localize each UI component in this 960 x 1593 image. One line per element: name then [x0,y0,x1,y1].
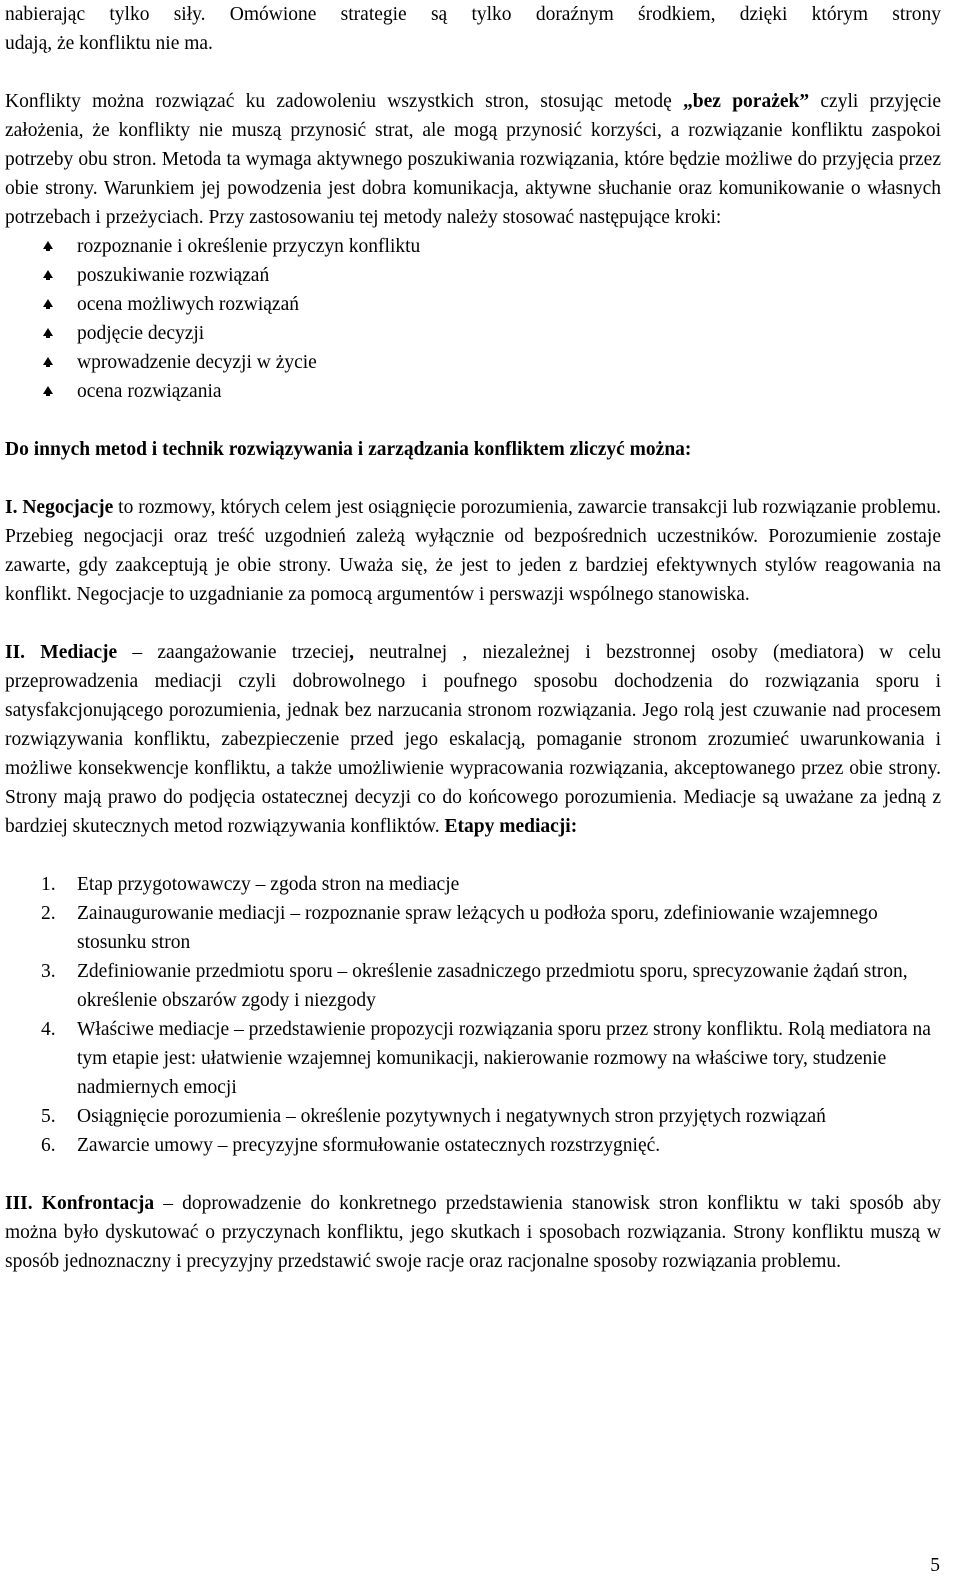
spacer [5,609,941,638]
intro-line-2: udają, że konfliktu nie ma. [5,33,213,54]
win-win-text-rest: czyli przyjęcie założenia, że konflikty nie muszą przynosić strat, ale mogą przynosić korzyści, a rozwiązanie konfliktu zaspokoi potrzeby obu stron. Metoda ta wymaga aktywnego poszukiwania rozwiązania, które będzie możliwe do przyjęcia przez obie strony. Warunkiem jej powodzenia jest dobra komunikacja, aktywne słuchanie oraz komunikowanie o własnych potrzebach i przeżyciach. Przy zastosowaniu tej metody należy stosować następujące kroki: [5,91,941,228]
win-win-text-start: Konflikty można rozwiązać ku zadowoleniu wszystkich stron, stosując metodę [5,91,684,112]
page-number: 5 [930,1555,940,1576]
negotiation-text: to rozmowy, których celem jest osiągnięcie porozumienia, zawarcie transakcji lub rozwiązanie problemu. Przebieg negocjacji oraz treść uzgodnień zależą wyłącznie od bezpośrednich uczestników. Porozumienie zostaje zawarte, gdy zaakceptują je obie strony. Uważa się, że jest to jeden z bardziej efektywnych stylów reagowania na konflikt. Negocjacje to uzgadnianie za pomocą argumentów i perswazji wspólnego stanowiska. [5,497,941,605]
bullet-icon [43,241,53,249]
mediation-label: II. Mediacje [5,642,118,663]
section-heading: Do innych metod i technik rozwiązywania i zarządzania konfliktem zliczyć można: [5,439,692,460]
list-item: rozpoznanie i określenie przyczyn konfliktu [43,232,941,261]
bullet-icon [43,328,53,336]
mediation-text-b: neutralnej , niezależnej i bezstronnej osoby (mediatora) w celu przeprowadzenia mediacji czyli dobrowolnego i poufnego sposobu dochodzenia do rozwiązania sporu i satysfakcjonującego porozumienia, jednak bez narzucania stronom rozwiązania. Jego rolą jest czuwanie nad procesem rozwiązywania konfliktu, zabezpieczenie przed jego eskalacją, pomaganie stronom zrozumieć uwarunkowania i możliwe konsekwencje konfliktu, a także umożliwienie wypracowania rozwiązania, akceptowanego przez obie strony. Strony mają prawo do podjęcia ostatecznej decyzji co do końcowego porozumienia. Mediacje są uważane za jedną z bardziej skutecznych metod rozwiązywania konfliktów. [5,642,942,837]
mediation-text-a: – zaangażowanie trzeciej [117,642,350,663]
bullet-icon [43,357,53,365]
confrontation-text: – doprowadzenie do konkretnego przedstawienia stanowisk stron konfliktu w taki sposób aby można było dyskutować o przyczynach konfliktu, jego skutkach i sposobach rozwiązania. Strony konfliktu muszą w sposób jednoznaczny i precyzyjny przedstawić swoje racje oraz racjonalne sposoby rozwiązania problemu. [5,1193,942,1272]
document-page [5,0,941,1276]
spacer [5,58,941,87]
intro-line-1: nabierając tylko siły. Omówione strategie są tylko doraźnym środkiem, dzięki którym strony [5,4,941,25]
bullet-icon [43,270,53,278]
negotiation-paragraph [5,493,941,609]
mediation-stages-list [5,870,941,1160]
win-win-paragraph [5,87,941,232]
steps-bullet-list [5,232,941,406]
win-win-term: „bez porażek” [683,91,810,112]
list-item: 6. Zawarcie umowy – precyzyjne sformułowanie ostatecznych rozstrzygnięć. [41,1135,661,1156]
list-item: ocena możliwych rozwiązań [43,290,941,319]
bullet-icon [43,386,53,394]
confrontation-paragraph [5,1189,941,1276]
list-item: 1. Etap przygotowawczy – zgoda stron na mediacje [41,874,460,895]
list-item: ocena rozwiązania [43,377,941,406]
spacer [5,1160,941,1189]
spacer [5,406,941,435]
list-item: 2. Zainaugurowanie mediacji – rozpoznanie spraw leżących u podłoża sporu, zdefiniowanie wzajemnego stosunku stron [41,903,878,953]
spacer [5,841,941,870]
list-item: 4. Właściwe mediacje – przedstawienie propozycji rozwiązania sporu przez strony konfliktu. Rolą mediatora na tym etapie jest: ułatwienie wzajemnej komunikacji, nakierowanie rozmowy na właściwe tory, studzenie nadmiernych emocji [41,1019,931,1098]
list-item: 3. Zdefiniowanie przedmiotu sporu – określenie zasadniczego przedmiotu sporu, sprecyzowanie żądań stron, określenie obszarów zgody i niezgody [41,961,908,1011]
spacer [5,464,941,493]
list-item: wprowadzenie decyzji w życie [43,348,941,377]
mediation-comma: , [349,642,354,663]
list-item: poszukiwanie rozwiązań [43,261,941,290]
list-item: 5. Osiągnięcie porozumienia – określenie pozytywnych i negatywnych stron przyjętych rozwiązań [41,1106,826,1127]
negotiation-label: I. Negocjacje [5,497,114,518]
confrontation-label: III. Konfrontacja [5,1193,155,1214]
list-item: podjęcie decyzji [43,319,941,348]
bullet-icon [43,299,53,307]
mediation-stages-label: Etapy mediacji: [444,816,578,837]
mediation-paragraph [5,638,941,841]
